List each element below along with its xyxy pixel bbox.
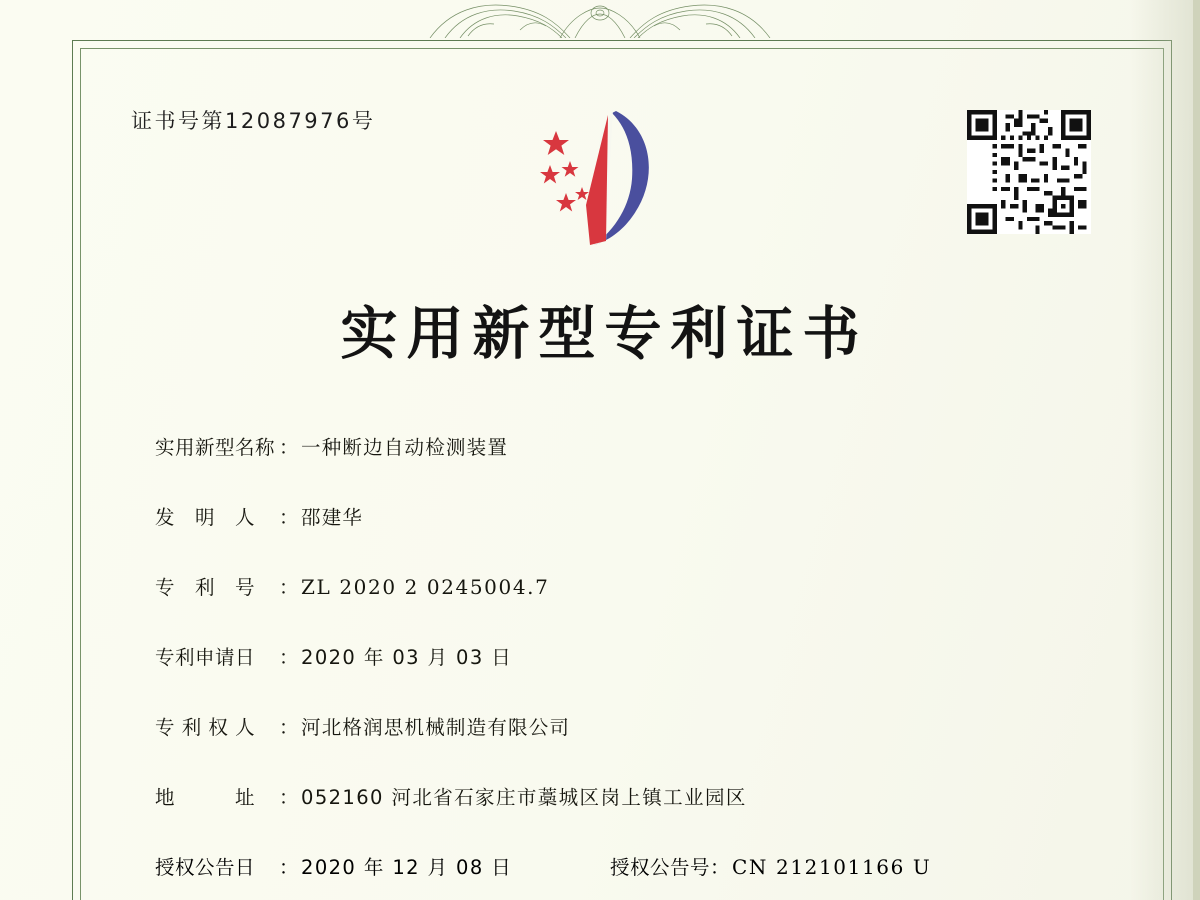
field-value-grant-date: 2020 年 12 月 08 日 xyxy=(301,856,513,879)
field-colon: ： xyxy=(279,646,300,669)
certificate-fields xyxy=(155,432,1115,880)
field-colon: ： xyxy=(279,716,300,739)
field-group-grant-date xyxy=(155,852,610,880)
field-row-address xyxy=(155,782,1115,810)
field-value-inventor: 邵建华 xyxy=(301,506,364,529)
field-row-inventor xyxy=(155,502,1115,530)
field-label-application-date: 专利申请日 xyxy=(155,646,256,669)
decorative-top-border xyxy=(0,0,1200,38)
field-row-application-date xyxy=(155,642,1115,670)
field-label-patent-number: 专 利 号 xyxy=(155,576,256,599)
field-value-utility-model-name: 一种断边自动检测装置 xyxy=(301,436,509,459)
certificate-number: 证书号第12087976号 xyxy=(131,109,376,133)
field-value-address: 052160 河北省石家庄市藁城区岗上镇工业园区 xyxy=(301,786,747,809)
field-value-patentee: 河北格润思机械制造有限公司 xyxy=(301,716,571,739)
field-value-grant-notice-number: CN 212101166 U xyxy=(732,855,932,879)
qr-code xyxy=(967,110,1091,234)
field-value-application-date: 2020 年 03 月 03 日 xyxy=(301,646,513,669)
field-value-patent-number: ZL 2020 2 0245004.7 xyxy=(301,575,550,599)
field-colon: ： xyxy=(279,576,300,599)
field-colon: ： xyxy=(279,506,300,529)
field-group-grant-notice-number xyxy=(610,852,931,880)
field-colon: ： xyxy=(279,786,300,809)
field-row-patent-number xyxy=(155,572,1115,600)
field-label-grant-notice-number: 授权公告号 xyxy=(610,856,711,879)
cnipa-emblem-icon xyxy=(520,95,680,255)
field-colon: ： xyxy=(710,856,731,879)
field-row-utility-model-name xyxy=(155,432,1115,460)
page-edge xyxy=(1193,0,1200,900)
field-label-inventor: 发 明 人 xyxy=(155,506,256,529)
field-colon: ： xyxy=(279,436,300,459)
page-title: 实用新型专利证书 xyxy=(340,301,869,367)
field-label-address: 地 址 xyxy=(155,786,256,809)
field-label-patentee: 专 利 权 人 xyxy=(155,716,256,739)
field-label-grant-date: 授权公告日 xyxy=(155,856,256,879)
field-colon: ： xyxy=(279,856,300,879)
field-row-patentee xyxy=(155,712,1115,740)
field-row-grant-info xyxy=(155,852,1115,880)
field-label-utility-model-name: 实用新型名称 xyxy=(155,436,276,459)
